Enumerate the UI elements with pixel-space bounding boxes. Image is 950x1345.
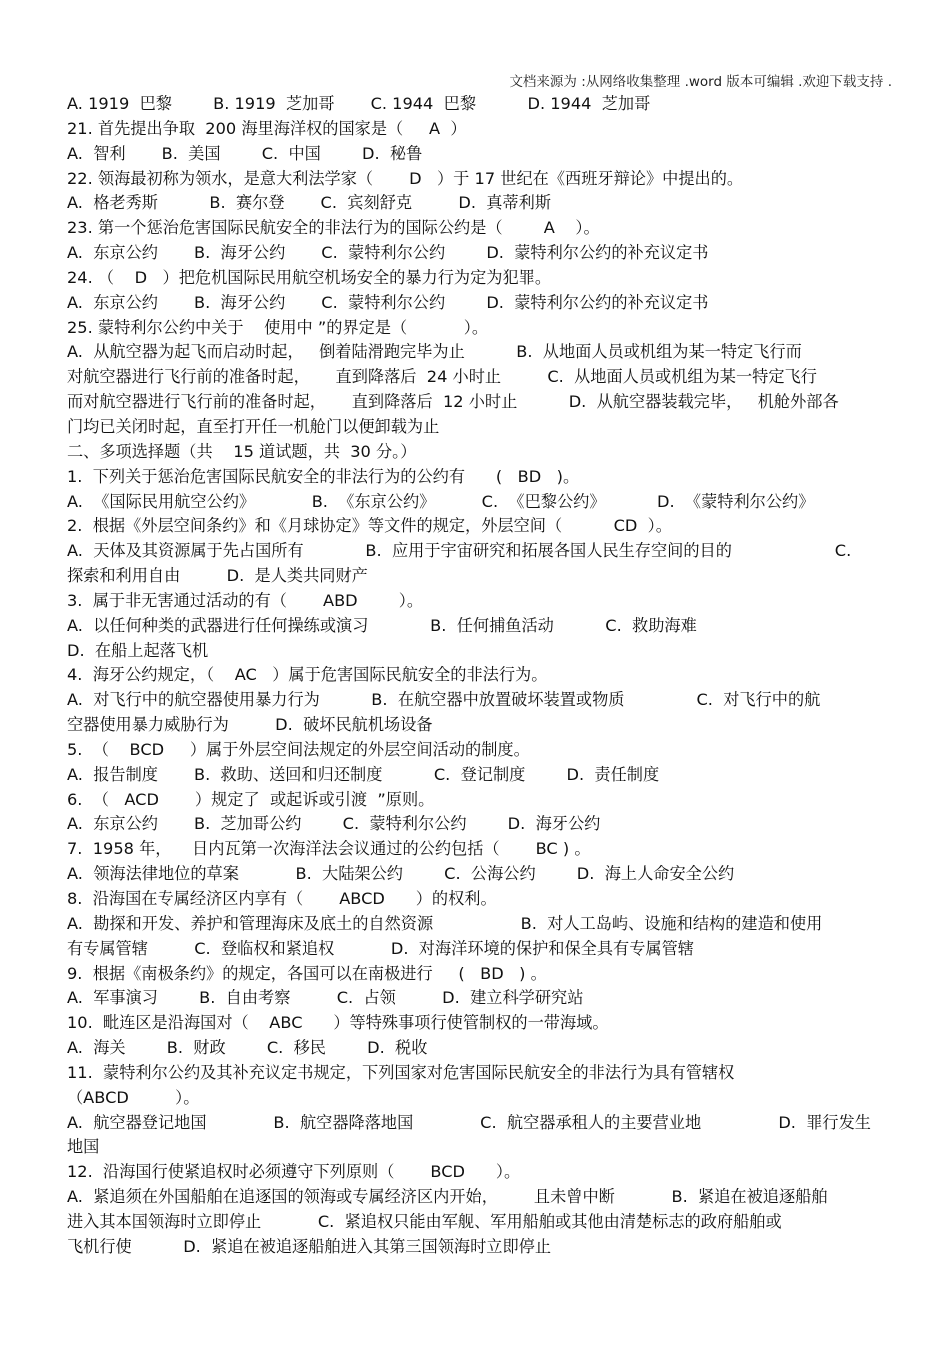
- text-line: （ABCD ）。: [67, 1087, 200, 1107]
- text-line: 而对航空器进行飞行前的准备时起， 直到降落后 12 小时止 D. 从航空器装载完毕， 机舱外部各: [67, 392, 839, 412]
- text-line: 25. 蒙特利尔公约中关于 使用中 ”的界定是（ ）。: [67, 317, 489, 337]
- text-line: A. 勘探和开发、养护和管理海床及底土的自然资源 B. 对人工岛屿、设施和结构的建造和使用: [67, 913, 823, 933]
- text-line: A. 东京公约 B. 海牙公约 C. 蒙特利尔公约 D. 蒙特利尔公约的补充议定书: [67, 243, 709, 263]
- text-line: A. 紧追须在外国船舶在追逐国的领海或专属经济区内开始， 且未曾中断 B. 紧追在被追逐船舶: [67, 1187, 828, 1207]
- text-line: A. 军事演习 B. 自由考察 C. 占领 D. 建立科学研究站: [67, 988, 584, 1008]
- text-line: A. 1919 巴黎 B. 1919 芝加哥 C. 1944 巴黎 D. 1944 芝加哥: [67, 94, 651, 113]
- text-line: A. 海关 B. 财政 C. 移民 D. 税收: [67, 1038, 428, 1058]
- text-line: 3. 属于非无害通过活动的有（ ABD ）。: [67, 590, 424, 610]
- text-line: 对航空器进行飞行前的准备时起， 直到降落后 24 小时止 C. 从地面人员或机组为某一特定飞行: [67, 367, 817, 387]
- text-line: A. 从航空器为起飞而启动时起， 倒着陆滑跑完毕为止 B. 从地面人员或机组为某一特定飞行而: [67, 342, 802, 362]
- text-line: 22. 领海最初称为领水，是意大利法学家（ D ）于 17 世纪在《西班牙辩论》中提出的。: [67, 168, 744, 188]
- text-line: 21. 首先提出争取 200 海里海洋权的国家是（ A ）: [67, 118, 467, 138]
- text-line: A. 智利 B. 美国 C. 中国 D. 秘鲁: [67, 143, 423, 163]
- text-line: A. 东京公约 B. 芝加哥公约 C. 蒙特利尔公约 D. 海牙公约: [67, 814, 601, 834]
- text-line: 24. （ D ）把危机国际民用航空机场安全的暴力行为定为犯罪。: [67, 267, 552, 287]
- text-line: 7. 1958 年， 日内瓦第一次海洋法会议通过的公约包括（ BC ) 。: [67, 839, 591, 859]
- text-line: A. 东京公约 B. 海牙公约 C. 蒙特利尔公约 D. 蒙特利尔公约的补充议定书: [67, 292, 709, 312]
- header-note: 文档来源为 :从网络收集整理 .word 版本可编辑 .欢迎下载支持 .: [509, 74, 892, 90]
- text-line: A. 以任何种类的武器进行任何操练或演习 B. 任何捕鱼活动 C. 救助海难: [67, 615, 697, 635]
- text-line: A. 领海法律地位的草案 B. 大陆架公约 C. 公海公约 D. 海上人命安全公约: [67, 864, 735, 884]
- text-line: D. 在船上起落飞机: [67, 640, 209, 660]
- text-line: 有专属管辖 C. 登临权和紧追权 D. 对海洋环境的保护和保全具有专属管辖: [67, 938, 694, 958]
- text-line: 10. 毗连区是沿海国对（ ABC ）等特殊事项行使管制权的一带海域。: [67, 1013, 609, 1033]
- text-line: 4. 海牙公约规定，（ AC ）属于危害国际民航安全的非法行为。: [67, 665, 548, 685]
- text-line: A. 天体及其资源属于先占国所有 B. 应用于宇宙研究和拓展各国人民生存空间的目的 C.: [67, 541, 852, 561]
- text-line: 地国: [67, 1137, 100, 1157]
- text-line: 12. 沿海国行使紧追权时必须遵守下列原则（ BCD ）。: [67, 1162, 521, 1182]
- text-line: A. 《国际民用航空公约》 B. 《东京公约》 C. 《巴黎公约》 D. 《蒙特利尔公约》: [67, 491, 815, 511]
- text-line: 23. 第一个惩治危害国际民航安全的非法行为的国际公约是（ A ）。: [67, 218, 600, 238]
- text-line: 空器使用暴力威胁行为 D. 破坏民航机场设备: [67, 715, 433, 735]
- text-line: 2. 根据《外层空间条约》和《月球协定》等文件的规定，外层空间（ CD ）。: [67, 516, 672, 536]
- text-line: 探索和利用自由 D. 是人类共同财产: [67, 566, 368, 586]
- text-line: A. 对飞行中的航空器使用暴力行为 B. 在航空器中放置破坏装置或物质 C. 对飞行中的航: [67, 690, 821, 710]
- text-line: 飞机行使 D. 紧追在被追逐船舶进入其第三国领海时立即停止: [67, 1236, 552, 1256]
- text-line: 9. 根据《南极条约》的规定，各国可以在南极进行 ( BD ) 。: [67, 963, 547, 983]
- text-line: 门均已关闭时起，直至打开任一机舱门以便卸载为止: [67, 416, 440, 436]
- text-line: 二、多项选择题（共 15 道试题，共 30 分。）: [67, 441, 417, 461]
- text-line: 11. 蒙特利尔公约及其补充议定书规定，下列国家对危害国际民航安全的非法行为具有管辖权: [67, 1062, 735, 1082]
- text-line: 进入其本国领海时立即停止 C. 紧追权只能由军舰、军用船舶或其他由清楚标志的政府船舶或: [67, 1211, 782, 1231]
- text-line: 8. 沿海国在专属经济区内享有（ ABCD ）的权利。: [67, 889, 497, 908]
- text-line: A. 格老秀斯 B. 赛尔登 C. 宾刻舒克 D. 真蒂利斯: [67, 193, 552, 213]
- text-line: 5. （ BCD ）属于外层空间法规定的外层空间活动的制度。: [67, 739, 530, 759]
- text-line: A. 报告制度 B. 救助、送回和归还制度 C. 登记制度 D. 责任制度: [67, 764, 660, 784]
- document-body: [67, 92, 885, 1260]
- text-line: A. 航空器登记地国 B. 航空器降落地国 C. 航空器承租人的主要营业地 D. 罪行发生: [67, 1112, 871, 1132]
- text-line: 1. 下列关于惩治危害国际民航安全的非法行为的公约有 ( BD )。: [67, 466, 580, 486]
- text-line: 6. （ ACD ）规定了 或起诉或引渡 ”原则。: [67, 789, 435, 809]
